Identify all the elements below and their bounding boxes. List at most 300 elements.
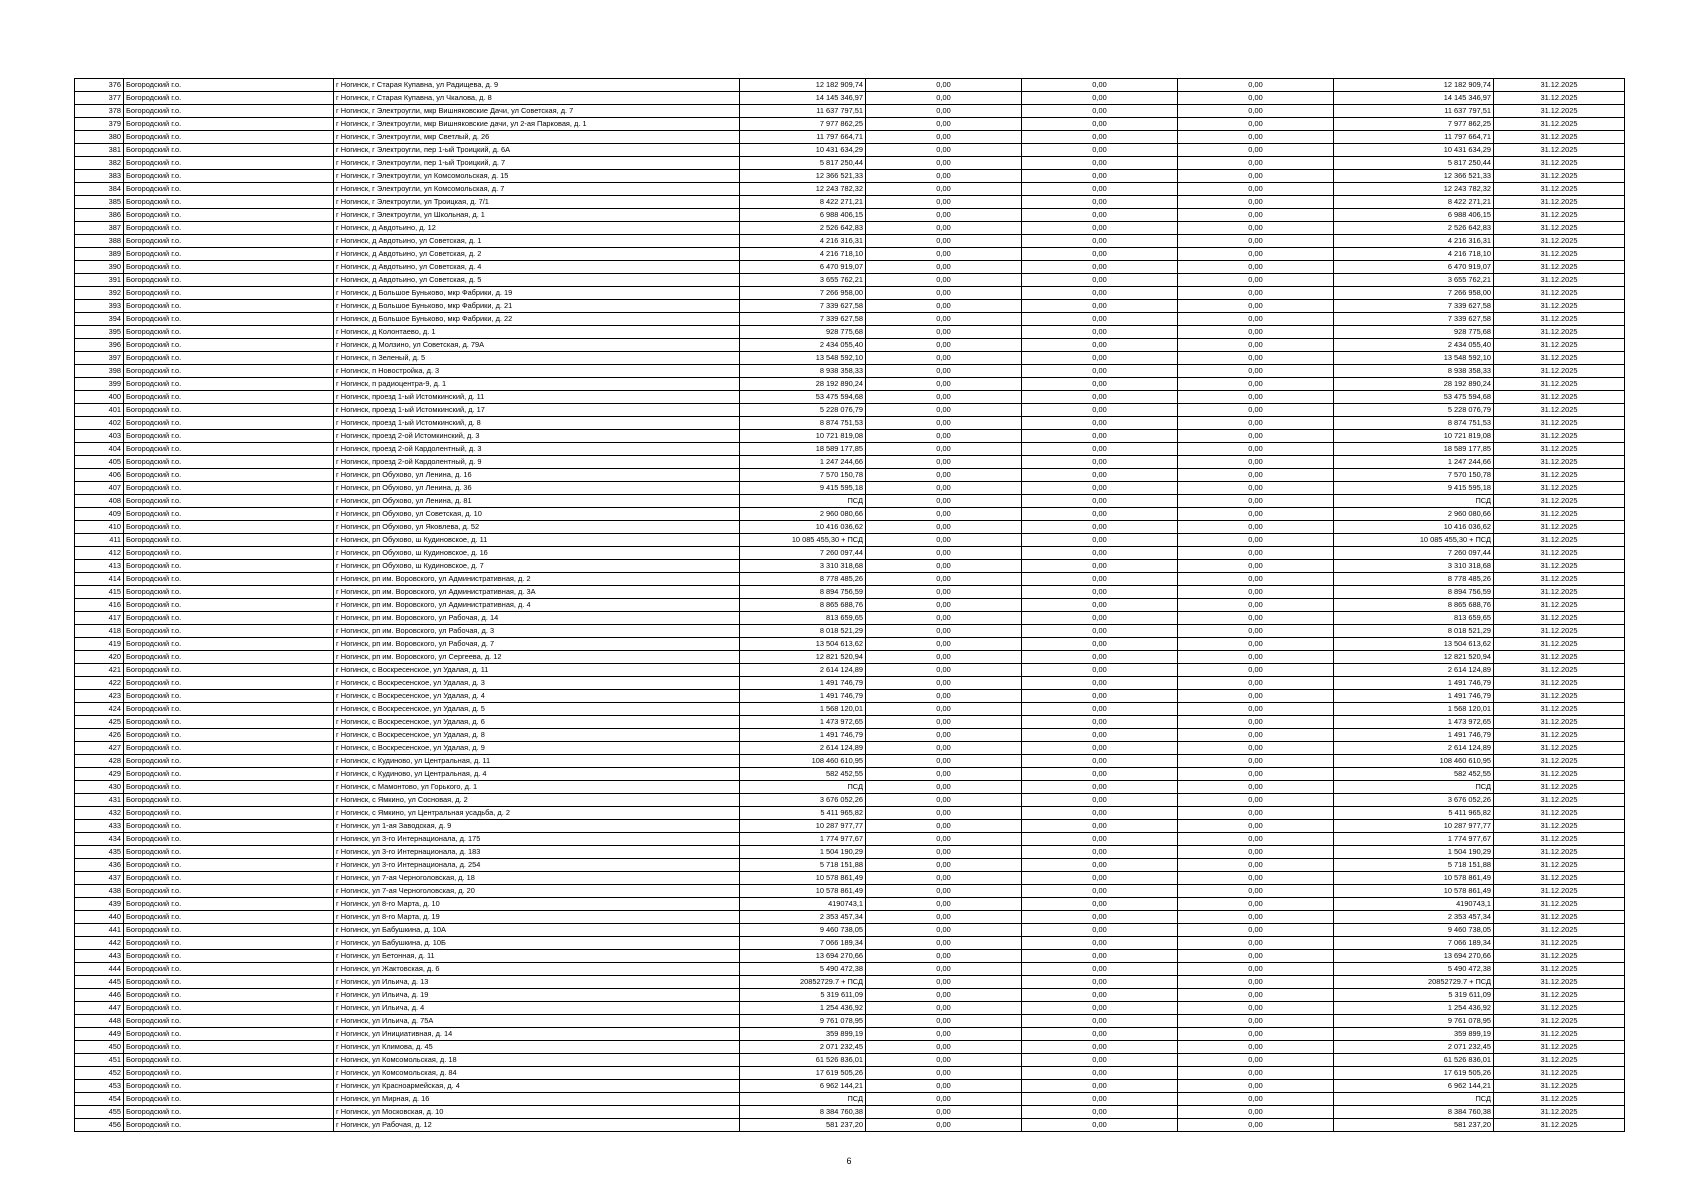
row-number: 455 [75, 1106, 124, 1119]
total-cost-cell: 6 962 144,21 [1334, 1080, 1494, 1093]
total-cost-cell: 13 548 592,10 [1334, 352, 1494, 365]
district-cell: Богородский г.о. [124, 1119, 334, 1132]
amount-cell-3: 0,00 [1178, 664, 1334, 677]
deadline-cell: 31.12.2025 [1494, 430, 1625, 443]
total-cost-cell: 1 247 244,66 [1334, 456, 1494, 469]
address-cell: г Ногинск, рп Обухово, ш Кудиновское, д. 11 [334, 534, 740, 547]
amount-cell-3: 0,00 [1178, 1054, 1334, 1067]
deadline-cell: 31.12.2025 [1494, 196, 1625, 209]
table-row [75, 469, 1625, 482]
amount-cell-2: 0,00 [1022, 79, 1178, 92]
amount-cell-2: 0,00 [1022, 560, 1178, 573]
table-row [75, 677, 1625, 690]
address-cell: г Ногинск, ул Мирная, д. 16 [334, 1093, 740, 1106]
district-cell: Богородский г.о. [124, 846, 334, 859]
district-cell: Богородский г.о. [124, 79, 334, 92]
amount-cell-2: 0,00 [1022, 196, 1178, 209]
total-cost-cell: 2 353 457,34 [1334, 911, 1494, 924]
address-cell: г Ногинск, с Воскресенское, ул Удалая, д. 3 [334, 677, 740, 690]
address-cell: г Ногинск, ул 8-го Марта, д. 19 [334, 911, 740, 924]
table-row [75, 391, 1625, 404]
total-cost-cell: ПСД [1334, 781, 1494, 794]
address-cell: г Ногинск, д Колонтаево, д. 1 [334, 326, 740, 339]
table-row [75, 716, 1625, 729]
amount-cell-2: 0,00 [1022, 209, 1178, 222]
total-cost-cell: 8 894 756,59 [1334, 586, 1494, 599]
amount-cell-2: 0,00 [1022, 976, 1178, 989]
table-row [75, 807, 1625, 820]
cost-cell: 2 960 080,66 [740, 508, 866, 521]
district-cell: Богородский г.о. [124, 937, 334, 950]
address-cell: г Ногинск, ул Инициативная, д. 14 [334, 1028, 740, 1041]
amount-cell-2: 0,00 [1022, 755, 1178, 768]
address-cell: г Ногинск, с Ямкино, ул Сосновая, д. 2 [334, 794, 740, 807]
amount-cell-3: 0,00 [1178, 157, 1334, 170]
district-cell: Богородский г.о. [124, 378, 334, 391]
cost-cell: 1 774 977,67 [740, 833, 866, 846]
amount-cell-3: 0,00 [1178, 222, 1334, 235]
table-row [75, 820, 1625, 833]
address-cell: г Ногинск, ул Ильича, д. 75А [334, 1015, 740, 1028]
cost-cell: 12 821 520,94 [740, 651, 866, 664]
row-number: 393 [75, 300, 124, 313]
deadline-cell: 31.12.2025 [1494, 1067, 1625, 1080]
district-cell: Богородский г.о. [124, 1028, 334, 1041]
row-number: 414 [75, 573, 124, 586]
cost-cell: 7 339 627,58 [740, 313, 866, 326]
amount-cell-2: 0,00 [1022, 300, 1178, 313]
district-cell: Богородский г.о. [124, 781, 334, 794]
amount-cell-3: 0,00 [1178, 1028, 1334, 1041]
cost-cell: 10 287 977,77 [740, 820, 866, 833]
amount-cell-1: 0,00 [866, 469, 1022, 482]
amount-cell-1: 0,00 [866, 651, 1022, 664]
table-row [75, 1054, 1625, 1067]
address-cell: г Ногинск, ул Красноармейская, д. 4 [334, 1080, 740, 1093]
deadline-cell: 31.12.2025 [1494, 456, 1625, 469]
amount-cell-3: 0,00 [1178, 976, 1334, 989]
deadline-cell: 31.12.2025 [1494, 1028, 1625, 1041]
table-row [75, 937, 1625, 950]
amount-cell-1: 0,00 [866, 846, 1022, 859]
amount-cell-3: 0,00 [1178, 911, 1334, 924]
cost-cell: 1 504 190,29 [740, 846, 866, 859]
amount-cell-1: 0,00 [866, 885, 1022, 898]
amount-cell-1: 0,00 [866, 638, 1022, 651]
amount-cell-2: 0,00 [1022, 664, 1178, 677]
total-cost-cell: 18 589 177,85 [1334, 443, 1494, 456]
total-cost-cell: 582 452,55 [1334, 768, 1494, 781]
address-cell: г Ногинск, г Электроугли, ул Комсомольская, д. 15 [334, 170, 740, 183]
amount-cell-2: 0,00 [1022, 456, 1178, 469]
district-cell: Богородский г.о. [124, 599, 334, 612]
amount-cell-3: 0,00 [1178, 391, 1334, 404]
table-row [75, 872, 1625, 885]
deadline-cell: 31.12.2025 [1494, 989, 1625, 1002]
row-number: 441 [75, 924, 124, 937]
row-number: 386 [75, 209, 124, 222]
amount-cell-3: 0,00 [1178, 105, 1334, 118]
deadline-cell: 31.12.2025 [1494, 885, 1625, 898]
amount-cell-1: 0,00 [866, 781, 1022, 794]
district-cell: Богородский г.о. [124, 729, 334, 742]
amount-cell-2: 0,00 [1022, 794, 1178, 807]
deadline-cell: 31.12.2025 [1494, 833, 1625, 846]
amount-cell-2: 0,00 [1022, 599, 1178, 612]
row-number: 404 [75, 443, 124, 456]
deadline-cell: 31.12.2025 [1494, 352, 1625, 365]
district-cell: Богородский г.о. [124, 456, 334, 469]
cost-cell: 5 817 250,44 [740, 157, 866, 170]
district-cell: Богородский г.о. [124, 638, 334, 651]
amount-cell-1: 0,00 [866, 820, 1022, 833]
cost-cell: 20852729.7 + ПСД [740, 976, 866, 989]
cost-cell: 8 938 358,33 [740, 365, 866, 378]
district-cell: Богородский г.о. [124, 391, 334, 404]
table-row [75, 534, 1625, 547]
address-cell: г Ногинск, рп им. Воровского, ул Административная, д. 2 [334, 573, 740, 586]
amount-cell-2: 0,00 [1022, 859, 1178, 872]
amount-cell-3: 0,00 [1178, 209, 1334, 222]
deadline-cell: 31.12.2025 [1494, 573, 1625, 586]
table-row [75, 573, 1625, 586]
district-cell: Богородский г.о. [124, 807, 334, 820]
table-row [75, 690, 1625, 703]
district-cell: Богородский г.о. [124, 521, 334, 534]
total-cost-cell: 28 192 890,24 [1334, 378, 1494, 391]
table-row [75, 196, 1625, 209]
amount-cell-2: 0,00 [1022, 625, 1178, 638]
amount-cell-3: 0,00 [1178, 339, 1334, 352]
table-row [75, 378, 1625, 391]
district-cell: Богородский г.о. [124, 768, 334, 781]
amount-cell-1: 0,00 [866, 170, 1022, 183]
address-cell: г Ногинск, ул 3-го Интернационала, д. 183 [334, 846, 740, 859]
row-number: 405 [75, 456, 124, 469]
amount-cell-1: 0,00 [866, 950, 1022, 963]
district-cell: Богородский г.о. [124, 1093, 334, 1106]
deadline-cell: 31.12.2025 [1494, 183, 1625, 196]
amount-cell-1: 0,00 [866, 976, 1022, 989]
district-cell: Богородский г.о. [124, 183, 334, 196]
row-number: 431 [75, 794, 124, 807]
total-cost-cell: 61 526 836,01 [1334, 1054, 1494, 1067]
row-number: 389 [75, 248, 124, 261]
amount-cell-2: 0,00 [1022, 313, 1178, 326]
district-cell: Богородский г.о. [124, 131, 334, 144]
total-cost-cell: 2 526 642,83 [1334, 222, 1494, 235]
total-cost-cell: 7 977 862,25 [1334, 118, 1494, 131]
address-cell: г Ногинск, рп Обухово, ул Ленина, д. 81 [334, 495, 740, 508]
cost-cell: 12 182 909,74 [740, 79, 866, 92]
address-cell: г Ногинск, д Авдотьино, ул Советская, д. 1 [334, 235, 740, 248]
district-cell: Богородский г.о. [124, 222, 334, 235]
district-cell: Богородский г.о. [124, 794, 334, 807]
total-cost-cell: 2 960 080,66 [1334, 508, 1494, 521]
total-cost-cell: 10 578 861,49 [1334, 872, 1494, 885]
cost-cell: 2 614 124,89 [740, 742, 866, 755]
district-cell: Богородский г.о. [124, 300, 334, 313]
row-number: 452 [75, 1067, 124, 1080]
table-row [75, 157, 1625, 170]
amount-cell-2: 0,00 [1022, 716, 1178, 729]
amount-cell-3: 0,00 [1178, 638, 1334, 651]
amount-cell-1: 0,00 [866, 261, 1022, 274]
deadline-cell: 31.12.2025 [1494, 781, 1625, 794]
row-number: 436 [75, 859, 124, 872]
cost-cell: 4 216 316,31 [740, 235, 866, 248]
cost-cell: 8 018 521,29 [740, 625, 866, 638]
cost-cell: 108 460 610,95 [740, 755, 866, 768]
address-cell: г Ногинск, с Воскресенское, ул Удалая, д. 5 [334, 703, 740, 716]
address-cell: г Ногинск, ул Климова, д. 45 [334, 1041, 740, 1054]
deadline-cell: 31.12.2025 [1494, 794, 1625, 807]
amount-cell-1: 0,00 [866, 898, 1022, 911]
row-number: 419 [75, 638, 124, 651]
table-row [75, 261, 1625, 274]
deadline-cell: 31.12.2025 [1494, 976, 1625, 989]
deadline-cell: 31.12.2025 [1494, 79, 1625, 92]
total-cost-cell: 359 899,19 [1334, 1028, 1494, 1041]
cost-cell: 8 778 485,26 [740, 573, 866, 586]
address-cell: г Ногинск, с Воскресенское, ул Удалая, д. 9 [334, 742, 740, 755]
amount-cell-1: 0,00 [866, 573, 1022, 586]
cost-cell: 10 431 634,29 [740, 144, 866, 157]
total-cost-cell: 8 778 485,26 [1334, 573, 1494, 586]
address-cell: г Ногинск, г Электроугли, мкр Вишняковские Дачи, ул Советская, д. 7 [334, 105, 740, 118]
deadline-cell: 31.12.2025 [1494, 729, 1625, 742]
amount-cell-1: 0,00 [866, 287, 1022, 300]
cost-cell: 7 977 862,25 [740, 118, 866, 131]
address-cell: г Ногинск, г Электроугли, мкр Светлый, д. 26 [334, 131, 740, 144]
table-row [75, 1028, 1625, 1041]
deadline-cell: 31.12.2025 [1494, 209, 1625, 222]
amount-cell-3: 0,00 [1178, 768, 1334, 781]
row-number: 383 [75, 170, 124, 183]
amount-cell-2: 0,00 [1022, 768, 1178, 781]
district-cell: Богородский г.о. [124, 1080, 334, 1093]
total-cost-cell: 928 775,68 [1334, 326, 1494, 339]
row-number: 456 [75, 1119, 124, 1132]
amount-cell-1: 0,00 [866, 300, 1022, 313]
table-row [75, 612, 1625, 625]
amount-cell-1: 0,00 [866, 196, 1022, 209]
address-cell: г Ногинск, с Воскресенское, ул Удалая, д. 8 [334, 729, 740, 742]
district-cell: Богородский г.о. [124, 417, 334, 430]
address-cell: г Ногинск, с Мамонтово, ул Горького, д. 1 [334, 781, 740, 794]
table-row [75, 287, 1625, 300]
table-row [75, 651, 1625, 664]
amount-cell-1: 0,00 [866, 1093, 1022, 1106]
amount-cell-3: 0,00 [1178, 807, 1334, 820]
row-number: 432 [75, 807, 124, 820]
amount-cell-3: 0,00 [1178, 365, 1334, 378]
amount-cell-1: 0,00 [866, 794, 1022, 807]
amount-cell-3: 0,00 [1178, 898, 1334, 911]
amount-cell-1: 0,00 [866, 456, 1022, 469]
address-cell: г Ногинск, д Молзино, ул Советская, д. 79А [334, 339, 740, 352]
table-row [75, 131, 1625, 144]
deadline-cell: 31.12.2025 [1494, 898, 1625, 911]
total-cost-cell: 3 655 762,21 [1334, 274, 1494, 287]
district-cell: Богородский г.о. [124, 1002, 334, 1015]
address-cell: г Ногинск, рп Обухово, ул Ленина, д. 36 [334, 482, 740, 495]
table-row [75, 456, 1625, 469]
cost-cell: 10 416 036,62 [740, 521, 866, 534]
deadline-cell: 31.12.2025 [1494, 1002, 1625, 1015]
amount-cell-2: 0,00 [1022, 729, 1178, 742]
document-page [74, 78, 1624, 1132]
district-cell: Богородский г.о. [124, 404, 334, 417]
table-row [75, 625, 1625, 638]
row-number: 385 [75, 196, 124, 209]
district-cell: Богородский г.о. [124, 885, 334, 898]
amount-cell-1: 0,00 [866, 118, 1022, 131]
total-cost-cell: 813 659,65 [1334, 612, 1494, 625]
cost-cell: ПСД [740, 781, 866, 794]
total-cost-cell: 5 817 250,44 [1334, 157, 1494, 170]
table-row [75, 417, 1625, 430]
cost-cell: 582 452,55 [740, 768, 866, 781]
cost-cell: 8 422 271,21 [740, 196, 866, 209]
amount-cell-2: 0,00 [1022, 378, 1178, 391]
amount-cell-2: 0,00 [1022, 703, 1178, 716]
address-cell: г Ногинск, рп им. Воровского, ул Сергеева, д. 12 [334, 651, 740, 664]
amount-cell-2: 0,00 [1022, 469, 1178, 482]
amount-cell-2: 0,00 [1022, 1041, 1178, 1054]
row-number: 420 [75, 651, 124, 664]
district-cell: Богородский г.о. [124, 1067, 334, 1080]
amount-cell-1: 0,00 [866, 729, 1022, 742]
total-cost-cell: 3 310 318,68 [1334, 560, 1494, 573]
amount-cell-2: 0,00 [1022, 430, 1178, 443]
table-row [75, 1015, 1625, 1028]
deadline-cell: 31.12.2025 [1494, 105, 1625, 118]
amount-cell-3: 0,00 [1178, 248, 1334, 261]
amount-cell-2: 0,00 [1022, 495, 1178, 508]
total-cost-cell: 12 821 520,94 [1334, 651, 1494, 664]
row-number: 376 [75, 79, 124, 92]
row-number: 390 [75, 261, 124, 274]
district-cell: Богородский г.о. [124, 118, 334, 131]
amount-cell-3: 0,00 [1178, 521, 1334, 534]
amount-cell-2: 0,00 [1022, 391, 1178, 404]
cost-cell: 5 319 611,09 [740, 989, 866, 1002]
address-cell: г Ногинск, ул Комсомольская, д. 84 [334, 1067, 740, 1080]
row-number: 433 [75, 820, 124, 833]
amount-cell-3: 0,00 [1178, 313, 1334, 326]
row-number: 382 [75, 157, 124, 170]
address-cell: г Ногинск, рп Обухово, ул Советская, д. 10 [334, 508, 740, 521]
cost-cell: 6 988 406,15 [740, 209, 866, 222]
table-row [75, 482, 1625, 495]
table-row [75, 742, 1625, 755]
deadline-cell: 31.12.2025 [1494, 911, 1625, 924]
total-cost-cell: 5 319 611,09 [1334, 989, 1494, 1002]
cost-cell: 7 266 958,00 [740, 287, 866, 300]
address-cell: г Ногинск, ул 3-го Интернационала, д. 175 [334, 833, 740, 846]
total-cost-cell: 9 415 595,18 [1334, 482, 1494, 495]
amount-cell-3: 0,00 [1178, 469, 1334, 482]
amount-cell-3: 0,00 [1178, 287, 1334, 300]
cost-cell: 6 470 919,07 [740, 261, 866, 274]
address-cell: г Ногинск, ул Ильича, д. 19 [334, 989, 740, 1002]
amount-cell-2: 0,00 [1022, 586, 1178, 599]
total-cost-cell: 9 460 738,05 [1334, 924, 1494, 937]
cost-cell: 9 761 078,95 [740, 1015, 866, 1028]
amount-cell-3: 0,00 [1178, 547, 1334, 560]
amount-cell-1: 0,00 [866, 924, 1022, 937]
table-row [75, 1106, 1625, 1119]
address-cell: г Ногинск, ул Ильича, д. 13 [334, 976, 740, 989]
row-number: 403 [75, 430, 124, 443]
district-cell: Богородский г.о. [124, 703, 334, 716]
district-cell: Богородский г.о. [124, 261, 334, 274]
deadline-cell: 31.12.2025 [1494, 716, 1625, 729]
amount-cell-1: 0,00 [866, 989, 1022, 1002]
total-cost-cell: 3 676 052,26 [1334, 794, 1494, 807]
total-cost-cell: 10 431 634,29 [1334, 144, 1494, 157]
row-number: 410 [75, 521, 124, 534]
amount-cell-2: 0,00 [1022, 1093, 1178, 1106]
amount-cell-3: 0,00 [1178, 677, 1334, 690]
district-cell: Богородский г.о. [124, 677, 334, 690]
amount-cell-3: 0,00 [1178, 703, 1334, 716]
cost-cell: 13 548 592,10 [740, 352, 866, 365]
table-row [75, 898, 1625, 911]
deadline-cell: 31.12.2025 [1494, 599, 1625, 612]
district-cell: Богородский г.о. [124, 573, 334, 586]
amount-cell-1: 0,00 [866, 521, 1022, 534]
cost-cell: ПСД [740, 1093, 866, 1106]
row-number: 447 [75, 1002, 124, 1015]
amount-cell-3: 0,00 [1178, 326, 1334, 339]
table-row [75, 79, 1625, 92]
amount-cell-2: 0,00 [1022, 352, 1178, 365]
amount-cell-2: 0,00 [1022, 1067, 1178, 1080]
table-row [75, 222, 1625, 235]
district-cell: Богородский г.о. [124, 716, 334, 729]
row-number: 423 [75, 690, 124, 703]
total-cost-cell: 14 145 346,97 [1334, 92, 1494, 105]
district-cell: Богородский г.о. [124, 976, 334, 989]
cost-cell: 7 570 150,78 [740, 469, 866, 482]
district-cell: Богородский г.о. [124, 248, 334, 261]
amount-cell-3: 0,00 [1178, 963, 1334, 976]
cost-cell: 1 491 746,79 [740, 690, 866, 703]
district-cell: Богородский г.о. [124, 963, 334, 976]
row-number: 434 [75, 833, 124, 846]
row-number: 430 [75, 781, 124, 794]
deadline-cell: 31.12.2025 [1494, 547, 1625, 560]
amount-cell-3: 0,00 [1178, 144, 1334, 157]
total-cost-cell: 10 578 861,49 [1334, 885, 1494, 898]
amount-cell-3: 0,00 [1178, 443, 1334, 456]
table-row [75, 963, 1625, 976]
total-cost-cell: 1 568 120,01 [1334, 703, 1494, 716]
deadline-cell: 31.12.2025 [1494, 248, 1625, 261]
amount-cell-3: 0,00 [1178, 573, 1334, 586]
amount-cell-1: 0,00 [866, 378, 1022, 391]
amount-cell-1: 0,00 [866, 131, 1022, 144]
district-cell: Богородский г.о. [124, 209, 334, 222]
amount-cell-3: 0,00 [1178, 872, 1334, 885]
total-cost-cell: 10 416 036,62 [1334, 521, 1494, 534]
amount-cell-3: 0,00 [1178, 404, 1334, 417]
amount-cell-2: 0,00 [1022, 1054, 1178, 1067]
cost-cell: 1 473 972,65 [740, 716, 866, 729]
amount-cell-3: 0,00 [1178, 430, 1334, 443]
